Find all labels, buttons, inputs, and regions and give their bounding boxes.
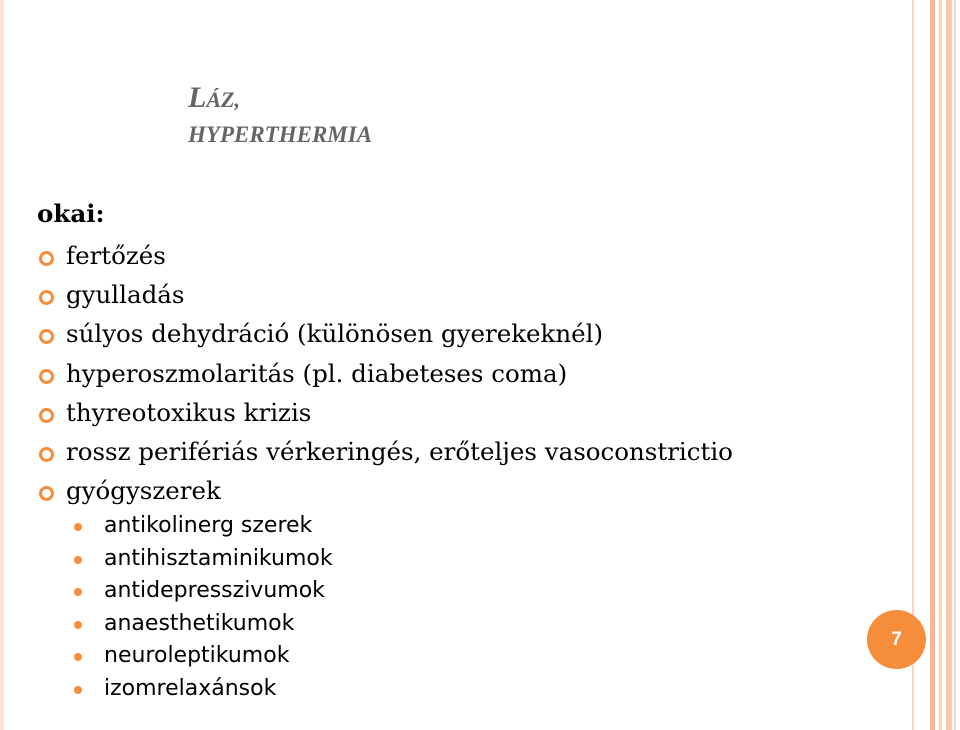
title-rest: ÁZ, <box>206 87 240 112</box>
title-first-letter: L <box>188 81 207 114</box>
drugs-list <box>74 512 333 708</box>
section-heading: okai: <box>37 199 105 228</box>
drug-item <box>74 642 333 675</box>
cause-item <box>37 474 733 513</box>
bullet-icon <box>74 523 82 531</box>
cause-item <box>37 278 733 317</box>
cause-item-text: hyperoszmolaritás (pl. diabeteses coma) <box>66 358 568 388</box>
bullet-icon <box>74 556 82 564</box>
slide-title-line-1 <box>188 80 372 118</box>
drug-item-text: antidepresszivumok <box>104 578 325 604</box>
slide-title <box>188 80 372 152</box>
bullet-icon <box>39 251 54 266</box>
drug-item-text: izomrelaxánsok <box>104 675 277 701</box>
cause-item <box>37 317 733 356</box>
bullet-icon <box>39 290 54 305</box>
bullet-icon <box>74 621 82 629</box>
bullet-icon <box>39 369 54 384</box>
bullet-icon <box>39 486 54 501</box>
cause-item-text: fertőzés <box>66 241 166 270</box>
cause-item <box>37 396 733 435</box>
cause-item-text: thyreotoxikus krizis <box>66 397 312 427</box>
page-number-badge <box>867 610 926 669</box>
bullet-icon <box>74 653 82 661</box>
left-border-stripe <box>0 0 4 730</box>
drug-item <box>74 545 333 578</box>
bullet-icon <box>74 588 82 596</box>
bullet-icon <box>39 408 54 423</box>
right-border-stripe-4 <box>946 0 952 730</box>
bullet-icon <box>39 447 54 462</box>
cause-item-text: rossz perifériás vérkeringés, erőteljes vasoconstrictio <box>66 436 733 466</box>
cause-item-text: gyógyszerek <box>66 476 221 506</box>
cause-item <box>37 357 733 396</box>
cause-item <box>37 435 733 474</box>
drug-item <box>74 610 333 643</box>
drug-item-text: antikolinerg szerek <box>104 513 313 538</box>
causes-list <box>37 239 733 513</box>
drug-item <box>74 577 333 610</box>
cause-item-text: súlyos dehydráció (különösen gyerekeknél) <box>66 319 604 349</box>
right-border-stripe-3 <box>939 0 942 730</box>
cause-item <box>37 239 733 278</box>
drug-item-text: neuroleptikumok <box>104 643 290 669</box>
bullet-icon <box>74 686 82 694</box>
drug-item-text: anaesthetikumok <box>104 610 295 636</box>
bullet-icon <box>39 329 54 344</box>
page-number: 7 <box>891 628 902 650</box>
right-border-stripe-2 <box>930 0 935 730</box>
drug-item-text: antihisztaminikumok <box>104 545 333 571</box>
right-border-stripe-5 <box>954 0 956 730</box>
drug-item <box>74 512 333 545</box>
drug-item <box>74 675 333 708</box>
cause-item-text: gyulladás <box>66 280 185 310</box>
slide-title-line-2: HYPERTHERMIA <box>188 122 373 147</box>
